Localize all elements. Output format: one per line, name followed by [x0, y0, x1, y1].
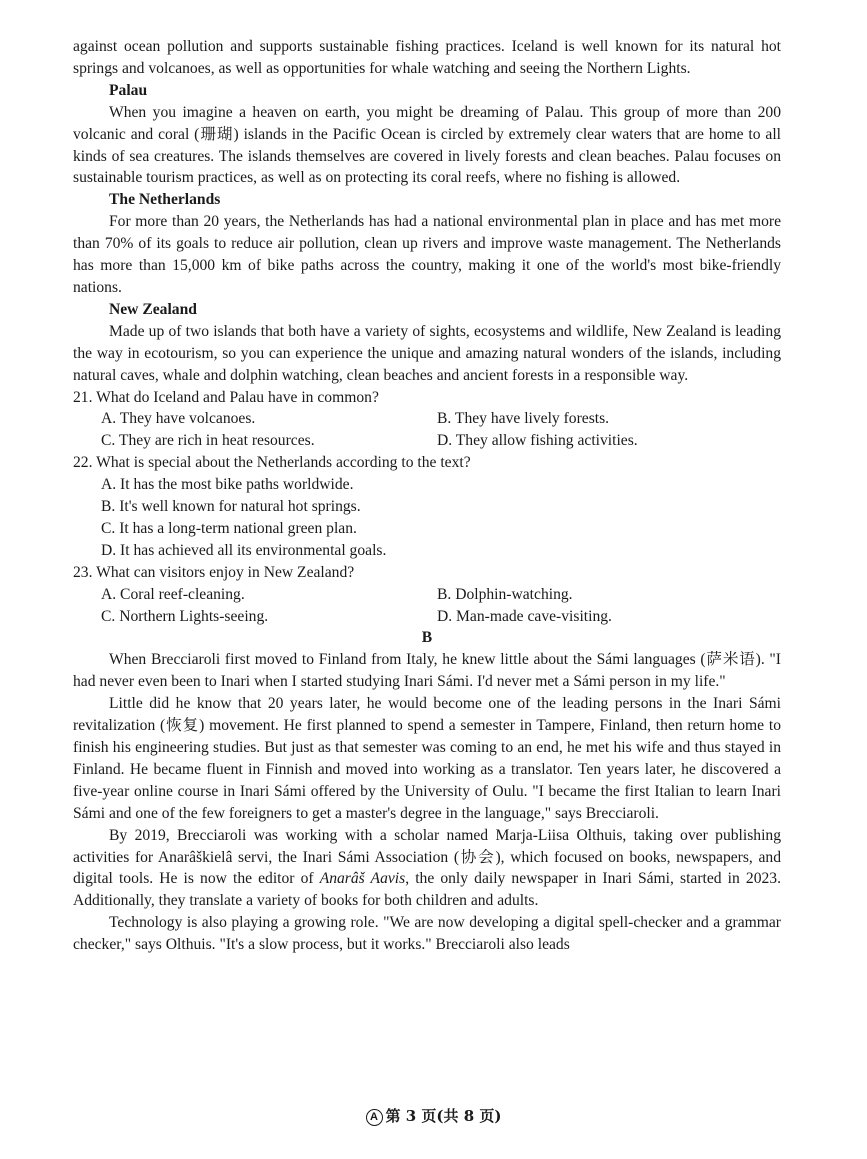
question-21-option-c: C. They are rich in heat resources. — [101, 432, 315, 450]
new-zealand-heading: New Zealand — [109, 300, 197, 318]
question-22-option-b: B. It's well known for natural hot springs. — [101, 498, 361, 516]
palau-paragraph: When you imagine a heaven on earth, you might be dreaming of Palau. This group of more than 200 volcanic and coral (珊瑚) islands in the Pacific Ocean is circled by extremely clear waters that are home to all kinds of sea creatures. The islands themselves are covered in lively forests and clean beaches. Palau focuses on sustainable tourism practices, as well as on protecting its coral reefs, where no fishing is allowed. — [73, 103, 781, 187]
new-zealand-paragraph: Made up of two islands that both have a variety of sights, ecosystems and wildlife, New Zealand is leading the way in ecotourism, so you can experience the unique and amazing natural wonders of the islands, including natural caves, whale and dolphin watching, clean beaches and ancient forests in a responsible way. — [73, 322, 781, 384]
question-22-option-c: C. It has a long-term national green plan. — [101, 519, 357, 537]
question-23-option-b: B. Dolphin-watching. — [437, 585, 573, 603]
question-22-option-a: A. It has the most bike paths worldwide. — [101, 476, 354, 494]
question-23-option-d: D. Man-made cave-visiting. — [437, 607, 612, 625]
question-21-option-a: A. They have volcanoes. — [101, 410, 256, 428]
passage-b-paragraph-2: Little did he know that 20 years later, he would become one of the leading persons in the Inari Sámi revitalization (恢复) movement. He first planned to spend a semester in Tampere, Finland, then return home to finish his engineering studies. But just as that semester was coming to an end, he met his wife and thus stayed in Finland. He became fluent in Finnish and moved into working as a translator. Ten years later, he discovered a five-year online course in Inari Sámi offered by the University of Oulu. "I became the first Italian to learn Inari Sámi and one of the few foreigners to get a master's degree in the language," says Brecciaroli. — [73, 695, 781, 822]
newspaper-title: Anarâš Aavis — [319, 870, 406, 888]
iceland-paragraph-tail: against ocean pollution and supports sustainable fishing practices. Iceland is well known for its natural hot springs and volcanoes, as well as opportunities for whale watching and seeing the Northern Lights. — [73, 38, 781, 77]
palau-heading: Palau — [109, 81, 148, 99]
passage-b-paragraph-4: Technology is also playing a growing role. "We are now developing a digital spell-checker and a grammar checker," says Olthuis. "It's a slow process, but it works." Brecciaroli also leads — [73, 914, 781, 954]
question-22-option-d: D. It has achieved all its environmental goals. — [101, 541, 387, 559]
netherlands-paragraph: For more than 20 years, the Netherlands has had a national environmental plan in place and has met more than 70% of its goals to reduce air pollution, clean up rivers and improve waste management. The Netherlands has more than 15,000 km of bike paths across the country, making it one of the world's most bike-friendly nations. — [73, 213, 781, 296]
passage-b-paragraph-1: When Brecciaroli first moved to Finland from Italy, he knew little about the Sámi languages (萨米语). "I had never even been to Inari when I started studying Inari Sámi. I'd never met a Sámi person in my life." — [73, 651, 781, 691]
passage-b-paragraph-3-end: , the only daily newspaper in Inari Sámi, started in 2023. Additionally, they translate a variety of books for both children and adults. — [73, 870, 781, 910]
passage-b-paragraph-3-start: By 2019, Brecciaroli was working with a scholar named Marja-Liisa Olthuis, taking over publishing activities for Anarâškielâ servi, the Inari Sámi Association (协会), which focused on books, newspapers, and digital tools. He is now the editor of — [73, 826, 781, 888]
question-23-option-c: C. Northern Lights-seeing. — [101, 607, 269, 625]
netherlands-heading: The Netherlands — [109, 191, 221, 209]
page-content — [73, 36, 781, 956]
page-footer — [0, 1105, 867, 1126]
question-23-options — [73, 584, 781, 628]
question-21-stem: 21. What do Iceland and Palau have in common? — [73, 388, 379, 406]
section-b-label: B — [421, 629, 433, 647]
page-number: 第 3 页(共 8 页) — [385, 1107, 502, 1125]
question-22-options — [73, 474, 781, 562]
paper-version-badge: A — [366, 1109, 383, 1126]
question-21-options — [73, 408, 781, 452]
question-23-stem: 23. What can visitors enjoy in New Zealand? — [73, 563, 355, 581]
question-22-stem: 22. What is special about the Netherlands according to the text? — [73, 454, 471, 472]
question-21-option-b: B. They have lively forests. — [437, 410, 610, 428]
passage-b-paragraph-3 — [73, 825, 781, 913]
question-21-option-d: D. They allow fishing activities. — [437, 432, 638, 450]
question-23-option-a: A. Coral reef-cleaning. — [101, 585, 245, 603]
